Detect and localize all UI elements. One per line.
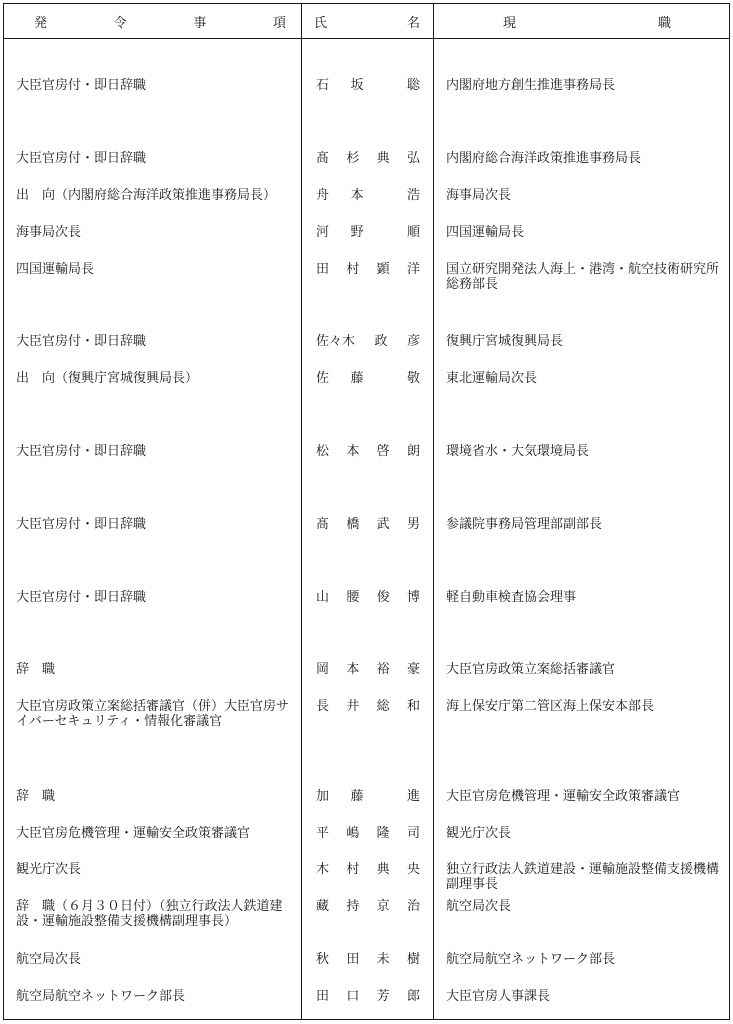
appointment-table: [3, 3, 730, 1020]
current-position-text: 独立行政法人鉄道建設・運輸施設整備支援機構副理事長: [446, 862, 720, 892]
person-name: [316, 151, 420, 166]
person-name: [316, 862, 420, 877]
current-position-text: 国立研究開発法人海上・港湾・航空技術研究所総務部長: [446, 262, 720, 292]
order-text: 大臣官房付・即日辞職: [16, 444, 147, 459]
name-character: 髙: [316, 151, 330, 166]
name-character: 浩: [406, 188, 420, 203]
name-character: 弘: [406, 151, 420, 166]
order-text: 大臣官房付・即日辞職: [16, 590, 147, 605]
name-character: 博: [406, 590, 420, 605]
current-position-text: 大臣官房政策立案総括審議官: [446, 662, 616, 677]
name-character: 松: [316, 444, 330, 459]
order-text: 大臣官房危機管理・運輸安全政策審議官: [16, 826, 251, 841]
person-name: [316, 826, 420, 841]
name-character: 河: [316, 225, 330, 240]
order-text: 辞 職: [16, 789, 56, 804]
order-text: 出 向（復興庁宮城復興局長）: [16, 371, 199, 386]
name-character: 藤: [350, 371, 364, 386]
name-character: 佐々木: [316, 334, 356, 349]
name-character: 井: [346, 699, 360, 714]
name-character: 舟: [316, 188, 330, 203]
name-character: 杉: [346, 151, 360, 166]
person-name: [316, 899, 420, 914]
order-text: 航空局次長: [16, 952, 82, 967]
name-character: 長: [316, 699, 330, 714]
name-character: 政: [374, 334, 388, 349]
name-character: 本: [350, 188, 364, 203]
name-character: 樹: [406, 952, 420, 967]
name-character: 髙: [316, 517, 330, 532]
person-name: [316, 334, 420, 349]
name-character: 男: [406, 517, 420, 532]
name-character: 村: [346, 262, 360, 277]
current-position-text: 東北運輸局次長: [446, 371, 538, 386]
name-character: 石: [316, 78, 330, 93]
name-character: 本: [346, 444, 360, 459]
name-character: 裕: [376, 662, 390, 677]
person-name: [316, 262, 420, 277]
name-character: 豪: [406, 662, 420, 677]
current-position-text: 観光庁次長: [446, 826, 512, 841]
name-character: 朗: [406, 444, 420, 459]
name-character: 進: [406, 789, 420, 804]
header-order: 発 令 事 項: [34, 15, 286, 31]
name-character: 田: [316, 989, 330, 1004]
current-position-text: 航空局次長: [446, 899, 512, 914]
name-character: 佐: [316, 371, 330, 386]
name-character: 順: [406, 225, 420, 240]
name-character: 山: [316, 590, 330, 605]
order-text: 出 向（内閣府総合海洋政策推進事務局長）: [16, 188, 277, 203]
name-character: 田: [346, 952, 360, 967]
name-character: 嶋: [346, 826, 360, 841]
person-name: [316, 444, 420, 459]
name-character: 彦: [406, 334, 420, 349]
order-text: 大臣官房付・即日辞職: [16, 78, 147, 93]
name-character: 聡: [406, 78, 420, 93]
name-character: 和: [406, 699, 420, 714]
name-character: 持: [346, 899, 360, 914]
name-character: 橋: [346, 517, 360, 532]
person-name: [316, 952, 420, 967]
name-character: 田: [316, 262, 330, 277]
order-text: 航空局航空ネットワーク部長: [16, 989, 186, 1004]
name-character: 敬: [406, 371, 420, 386]
person-name: [316, 371, 420, 386]
person-name: [316, 78, 420, 93]
order-text: 大臣官房政策立案総括審議官（併）大臣官房サイバーセキュリティ・情報化審議官: [16, 699, 290, 729]
name-character: 平: [316, 826, 330, 841]
current-position-text: 軽自動車検査協会理事: [446, 590, 577, 605]
name-character: 郎: [406, 989, 420, 1004]
name-character: 総: [376, 699, 390, 714]
header-name: 氏 名: [314, 15, 420, 31]
name-character: 治: [406, 899, 420, 914]
name-character: 俊: [376, 590, 390, 605]
person-name: [316, 188, 420, 203]
name-character: 腰: [346, 590, 360, 605]
name-character: 秋: [316, 952, 330, 967]
order-text: 大臣官房付・即日辞職: [16, 334, 147, 349]
order-text: 大臣官房付・即日辞職: [16, 517, 147, 532]
name-character: 木: [316, 862, 330, 877]
current-position-text: 大臣官房危機管理・運輸安全政策審議官: [446, 789, 681, 804]
order-text: 辞 職: [16, 662, 56, 677]
current-position-text: 四国運輸局長: [446, 225, 525, 240]
order-text: 海事局次長: [16, 225, 82, 240]
person-name: [316, 517, 420, 532]
name-character: 岡: [316, 662, 330, 677]
current-position-text: 復興庁宮城復興局長: [446, 334, 564, 349]
person-name: [316, 662, 420, 677]
person-name: [316, 225, 420, 240]
current-position-text: 内閣府総合海洋政策推進事務局長: [446, 151, 642, 166]
name-character: 坂: [350, 78, 364, 93]
name-character: 藤: [350, 789, 364, 804]
person-name: [316, 590, 420, 605]
name-character: 村: [346, 862, 360, 877]
name-character: 未: [376, 952, 390, 967]
header-divider: [4, 38, 729, 39]
order-text: 辞 職（６月３０日付）（独立行政法人鉄道建設・運輸施設整備支援機構副理事長）: [16, 899, 283, 929]
column-divider: [433, 4, 434, 1019]
current-position-text: 海事局次長: [446, 188, 512, 203]
name-character: 顕: [376, 262, 390, 277]
current-position-text: 環境省水・大気環境局長: [446, 444, 590, 459]
name-character: 野: [350, 225, 364, 240]
name-character: 本: [346, 662, 360, 677]
name-character: 京: [376, 899, 390, 914]
name-character: 藏: [316, 899, 330, 914]
name-character: 武: [376, 517, 390, 532]
name-character: 芳: [376, 989, 390, 1004]
name-character: 典: [376, 151, 390, 166]
name-character: 洋: [406, 262, 420, 277]
current-position-text: 内閣府地方創生推進事務局長: [446, 78, 616, 93]
person-name: [316, 989, 420, 1004]
name-character: 隆: [376, 826, 390, 841]
person-name: [316, 699, 420, 714]
current-position-text: 大臣官房人事課長: [446, 989, 551, 1004]
name-character: 加: [316, 789, 330, 804]
current-position-text: 航空局航空ネットワーク部長: [446, 952, 616, 967]
order-text: 観光庁次長: [16, 862, 82, 877]
name-character: 司: [406, 826, 420, 841]
current-position-text: 海上保安庁第二管区海上保安本部長: [446, 699, 655, 714]
order-text: 大臣官房付・即日辞職: [16, 151, 147, 166]
name-character: 典: [376, 862, 390, 877]
person-name: [316, 789, 420, 804]
order-text: 四国運輸局長: [16, 262, 95, 277]
name-character: 啓: [376, 444, 390, 459]
current-position-text: 参議院事務局管理部副部長: [446, 517, 603, 532]
name-character: 口: [346, 989, 360, 1004]
name-character: 央: [406, 862, 420, 877]
header-current-position: 現 職: [503, 15, 671, 31]
column-divider: [301, 4, 302, 1019]
